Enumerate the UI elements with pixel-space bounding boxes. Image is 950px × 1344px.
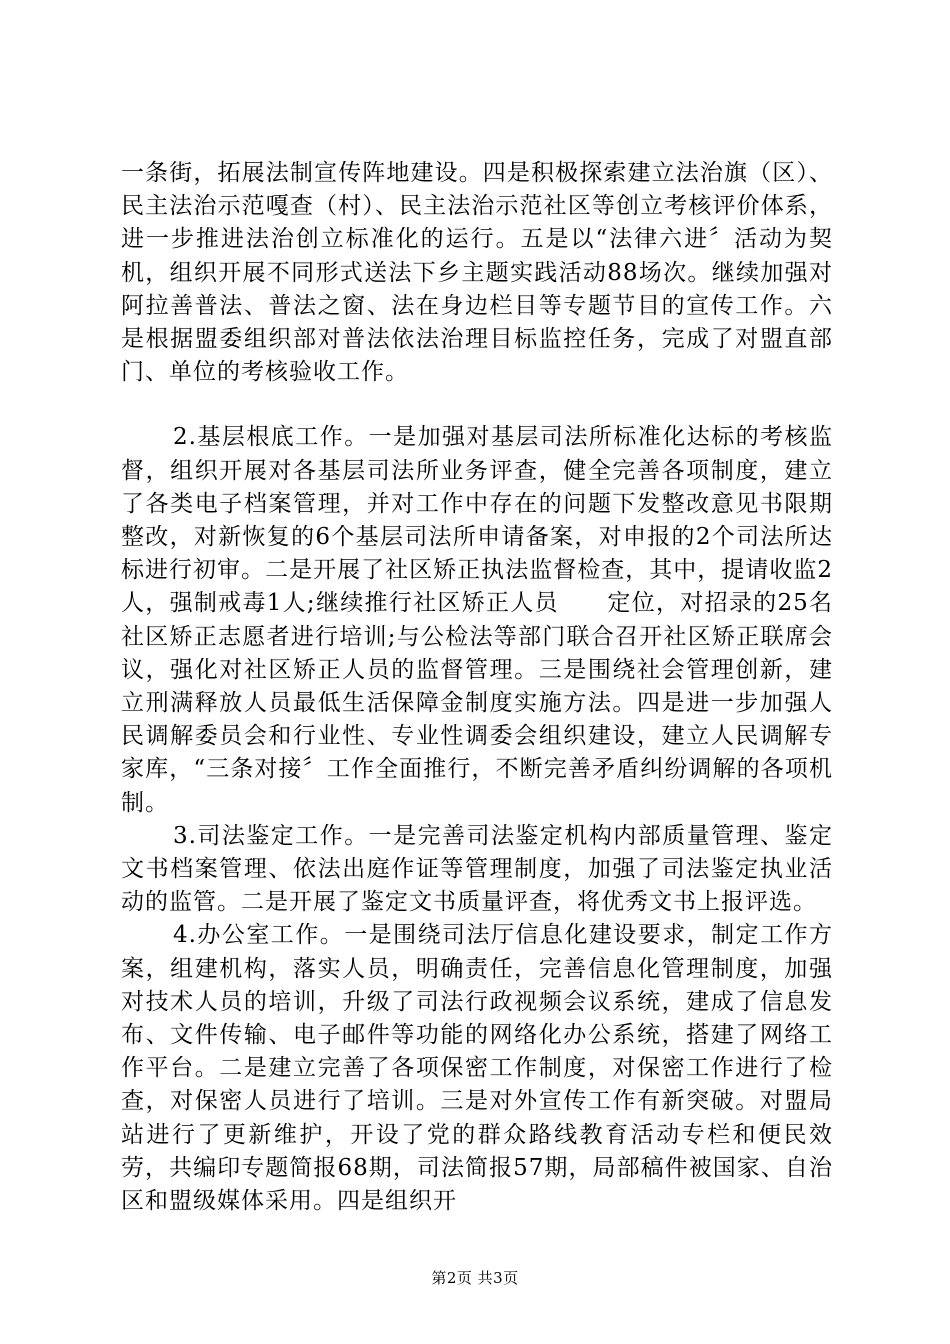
document-body <box>121 157 833 1218</box>
paragraph-continuation: 一条街，拓展法制宣传阵地建设。四是积极探索建立法治旗（区）、民主法治示范嘎查（村）、民主法治示范社区等创立考核评价体系，进一步推进法治创立标准化的运行。五是以“法律六进〞活动为契机，组织开展不同形式送法下乡主题实践活动88场次。继续加强对阿拉善普法、普法之窗、法在身边栏目等专题节目的宣传工作。六是根据盟委组织部对普法依法治理目标监控任务，完成了对盟直部门、单位的考核验收工作。 <box>121 160 833 386</box>
page-number-footer: 第2页 共3页 <box>431 1269 519 1287</box>
paragraph-office-work: 4.办公室工作。一是围绕司法厅信息化建设要求，制定工作方案，组建机构，落实人员，明确责任，完善信息化管理制度，加强对技术人员的培训，升级了司法行政视频会议系统，建成了信息发布、文件传输、电子邮件等功能的网络化办公系统，搭建了网络工作平台。二是建立完善了各项保密工作制度，对保密工作进行了检查，对保密人员进行了培训。三是对外宣传工作有新突破。对盟局站进行了更新维护，开设了党的群众路线教育活动专栏和便民效劳，共编印专题简报68期，司法简报57期，局部稿件被国家、自治区和盟级媒体采用。四是组织开 <box>121 922 833 1215</box>
paragraph-judicial-appraisal: 3.司法鉴定工作。一是完善司法鉴定机构内部质量管理、鉴定文书档案管理、依法出庭作证等管理制度，加强了司法鉴定执业活动的监管。二是开展了鉴定文书质量评查，将优秀文书上报评选。 <box>121 822 833 916</box>
paragraph-grassroots-work: 2.基层根底工作。一是加强对基层司法所标准化达标的考核监督，组织开展对各基层司法所业务评查，健全完善各项制度，建立了各类电子档案管理，并对工作中存在的问题下发整改意见书限期整改，对新恢复的6个基层司法所申请备案，对申报的2个司法所达标进行初审。二是开展了社区矫正执法监督检查，其中，提请收监2人，强制戒毒1人;继续推行社区矫正人员 定位，对招录的25名社区矫正志愿者进行培训;与公检法等部门联合召开社区矫正联席会议，强化对社区矫正人员的监督管理。三是围绕社会管理创新，建立刑满释放人员最低生活保障金制度实施方法。四是进一步加强人民调解委员会和行业性、专业性调委会组织建设，建立人民调解专家库，“三条对接〞工作全面推行，不断完善矛盾纠纷调解的各项机制。 <box>121 424 833 816</box>
